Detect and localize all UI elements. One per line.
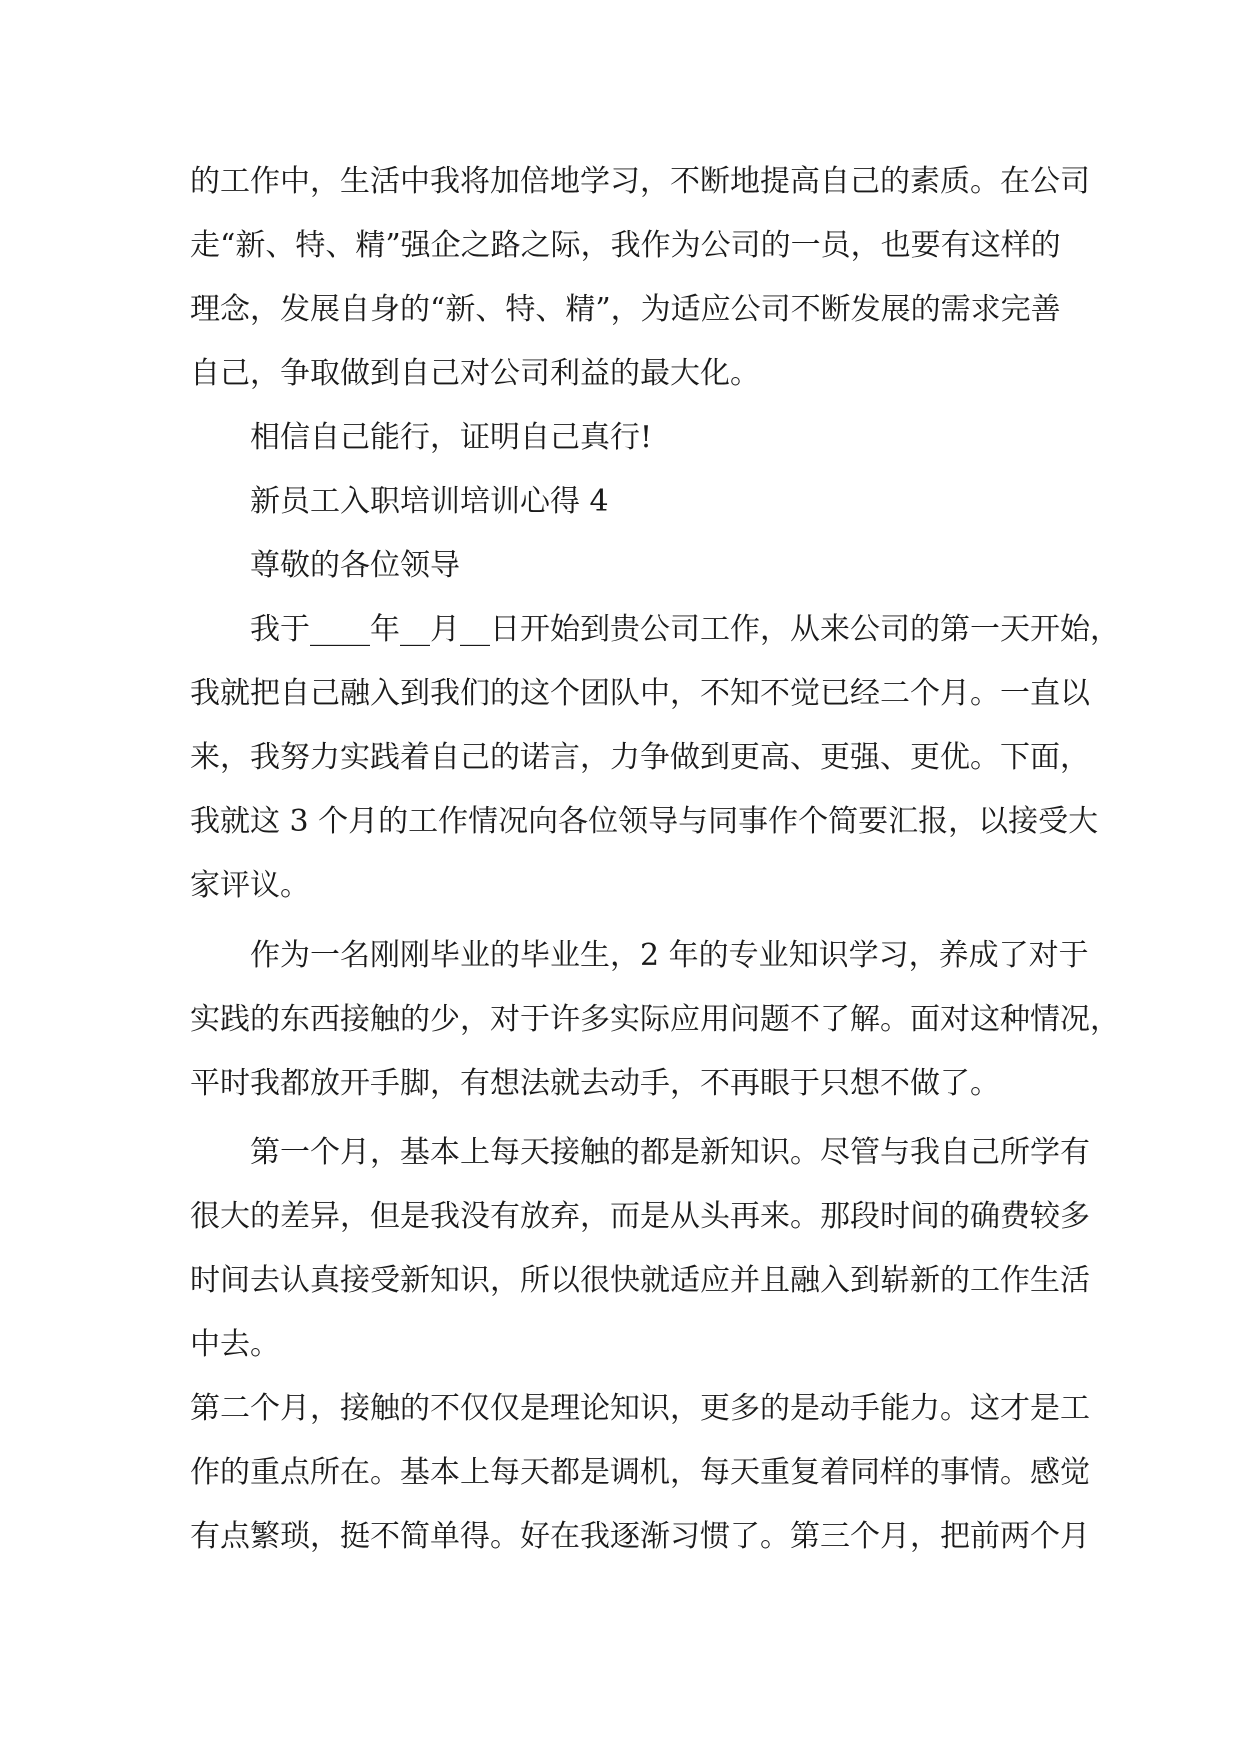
text-line: 时间去认真接受新知识，所以很快就适应并且融入到崭新的工作生活 [190, 1263, 1090, 1298]
section-heading: 新员工入职培训培训心得 4 [250, 484, 609, 519]
text-line: 相信自己能行，证明自己真行! [250, 420, 653, 455]
text-line: 实践的东西接触的少，对于许多实际应用问题不了解。面对这种情况， [190, 1002, 1120, 1037]
text-line: 家评议。 [190, 868, 310, 903]
text-line: 很大的差异，但是我没有放弃，而是从头再来。那段时间的确费较多 [190, 1199, 1090, 1234]
text-line: 作的重点所在。基本上每天都是调机，每天重复着同样的事情。感觉 [190, 1455, 1090, 1490]
text-line: 中去。 [190, 1327, 280, 1362]
text-line: 我就把自己融入到我们的这个团队中，不知不觉已经二个月。一直以 [190, 676, 1090, 711]
text-line: 我就这 3 个月的工作情况向各位领导与同事作个简要汇报，以接受大 [190, 804, 1099, 839]
text-line: 第一个月，基本上每天接触的都是新知识。尽管与我自己所学有 [250, 1135, 1090, 1170]
text-line: 我于____年__月__日开始到贵公司工作，从来公司的第一天开始， [250, 612, 1120, 647]
text-line: 平时我都放开手脚，有想法就去动手，不再眼于只想不做了。 [190, 1066, 1000, 1101]
salutation: 尊敬的各位领导 [250, 548, 460, 583]
text-line: 来，我努力实践着自己的诺言，力争做到更高、更强、更优。下面， [190, 740, 1090, 775]
text-line: 的工作中，生活中我将加倍地学习，不断地提高自己的素质。在公司 [190, 164, 1090, 199]
text-line: 第二个月，接触的不仅仅是理论知识，更多的是动手能力。这才是工 [190, 1391, 1090, 1426]
text-line: 有点繁琐，挺不简单得。好在我逐渐习惯了。第三个月，把前两个月 [190, 1519, 1090, 1554]
text-line: 走“新、特、精”强企之路之际，我作为公司的一员，也要有这样的 [190, 228, 1061, 263]
text-line: 理念，发展自身的“新、特、精”，为适应公司不断发展的需求完善 [190, 292, 1061, 327]
text-line: 作为一名刚刚毕业的毕业生，2 年的专业知识学习，养成了对于 [250, 938, 1089, 973]
text-line: 自己，争取做到自己对公司利益的最大化。 [190, 356, 760, 391]
